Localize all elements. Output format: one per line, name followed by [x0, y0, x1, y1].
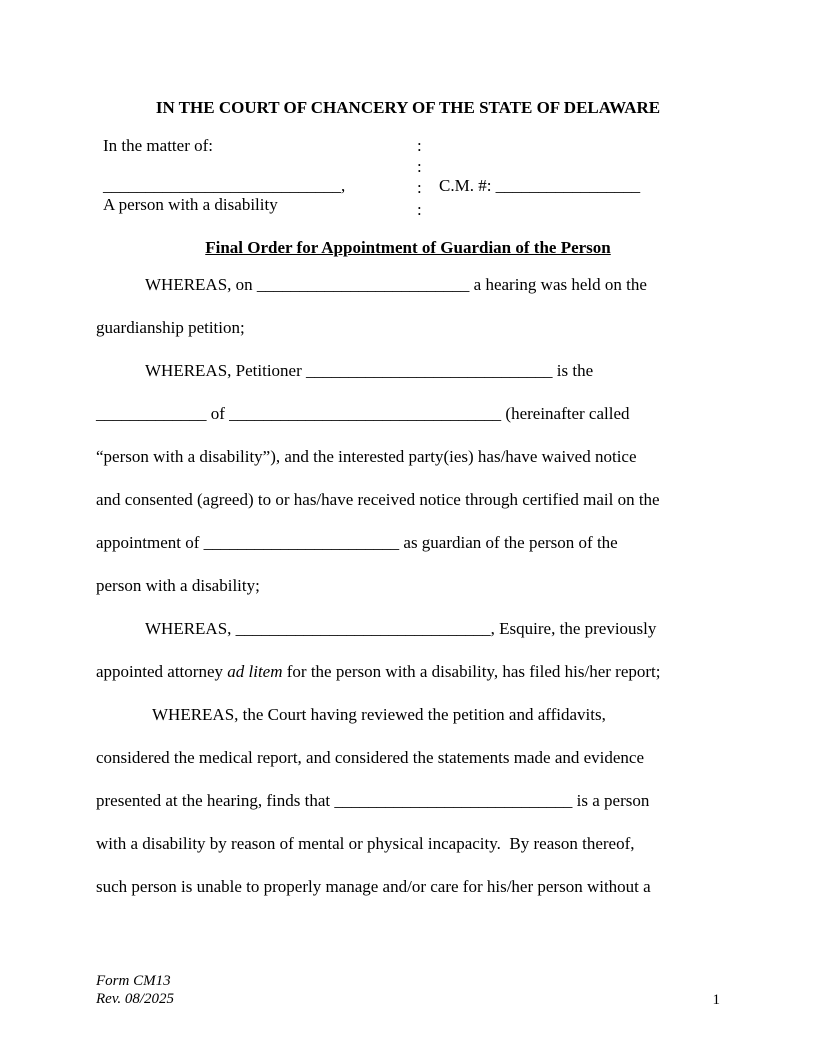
body-line: _____________ of ________________________________ (hereinafter called: [96, 404, 630, 423]
body-line: and consented (agreed) to or has/have received notice through certified mail on the: [96, 490, 660, 509]
court-title: IN THE COURT OF CHANCERY OF THE STATE OF DELAWARE: [155, 98, 661, 117]
in-the-matter-label: In the matter of:: [103, 136, 213, 155]
body-line: person with a disability;: [96, 576, 260, 595]
body-line: WHEREAS, the Court having reviewed the petition and affidavits,: [152, 705, 606, 724]
body-line: WHEREAS, on _________________________ a hearing was held on the: [145, 275, 647, 294]
caption-colon: :: [417, 178, 422, 197]
body-line: [96, 662, 661, 682]
revision-date: Rev. 08/2025: [96, 991, 175, 1007]
caption-colon: :: [417, 200, 422, 219]
body-line-text: appointed attorney: [96, 662, 228, 681]
order-title: Final Order for Appointment of Guardian of the Person: [205, 238, 611, 257]
person-with-disability-label: A person with a disability: [103, 195, 278, 214]
cm-number-field: C.M. #: _________________: [439, 176, 641, 195]
caption-colon: :: [417, 157, 422, 176]
body-line: appointment of _______________________ as guardian of the person of the: [96, 533, 618, 552]
page-number: 1: [712, 992, 720, 1008]
party-name-blank: ____________________________,: [103, 176, 346, 195]
body-line: WHEREAS, ______________________________, Esquire, the previously: [145, 619, 657, 638]
body-line: WHEREAS, Petitioner _____________________________ is the: [145, 361, 594, 380]
ad-litem-italic: ad litem: [227, 662, 283, 681]
form-number: Form CM13: [96, 973, 171, 989]
body-line: guardianship petition;: [96, 318, 245, 337]
body-line-text: for the person with a disability, has filed his/her report;: [282, 662, 661, 681]
caption-colon: :: [417, 136, 422, 155]
body-line: “person with a disability”), and the interested party(ies) has/have waived notice: [96, 447, 637, 466]
body-line: considered the medical report, and considered the statements made and evidence: [96, 748, 645, 767]
body-line: presented at the hearing, finds that ____________________________ is a person: [96, 791, 650, 810]
body-line: such person is unable to properly manage and/or care for his/her person without a: [96, 877, 651, 896]
body-line: with a disability by reason of mental or physical incapacity. By reason thereof,: [96, 834, 635, 853]
